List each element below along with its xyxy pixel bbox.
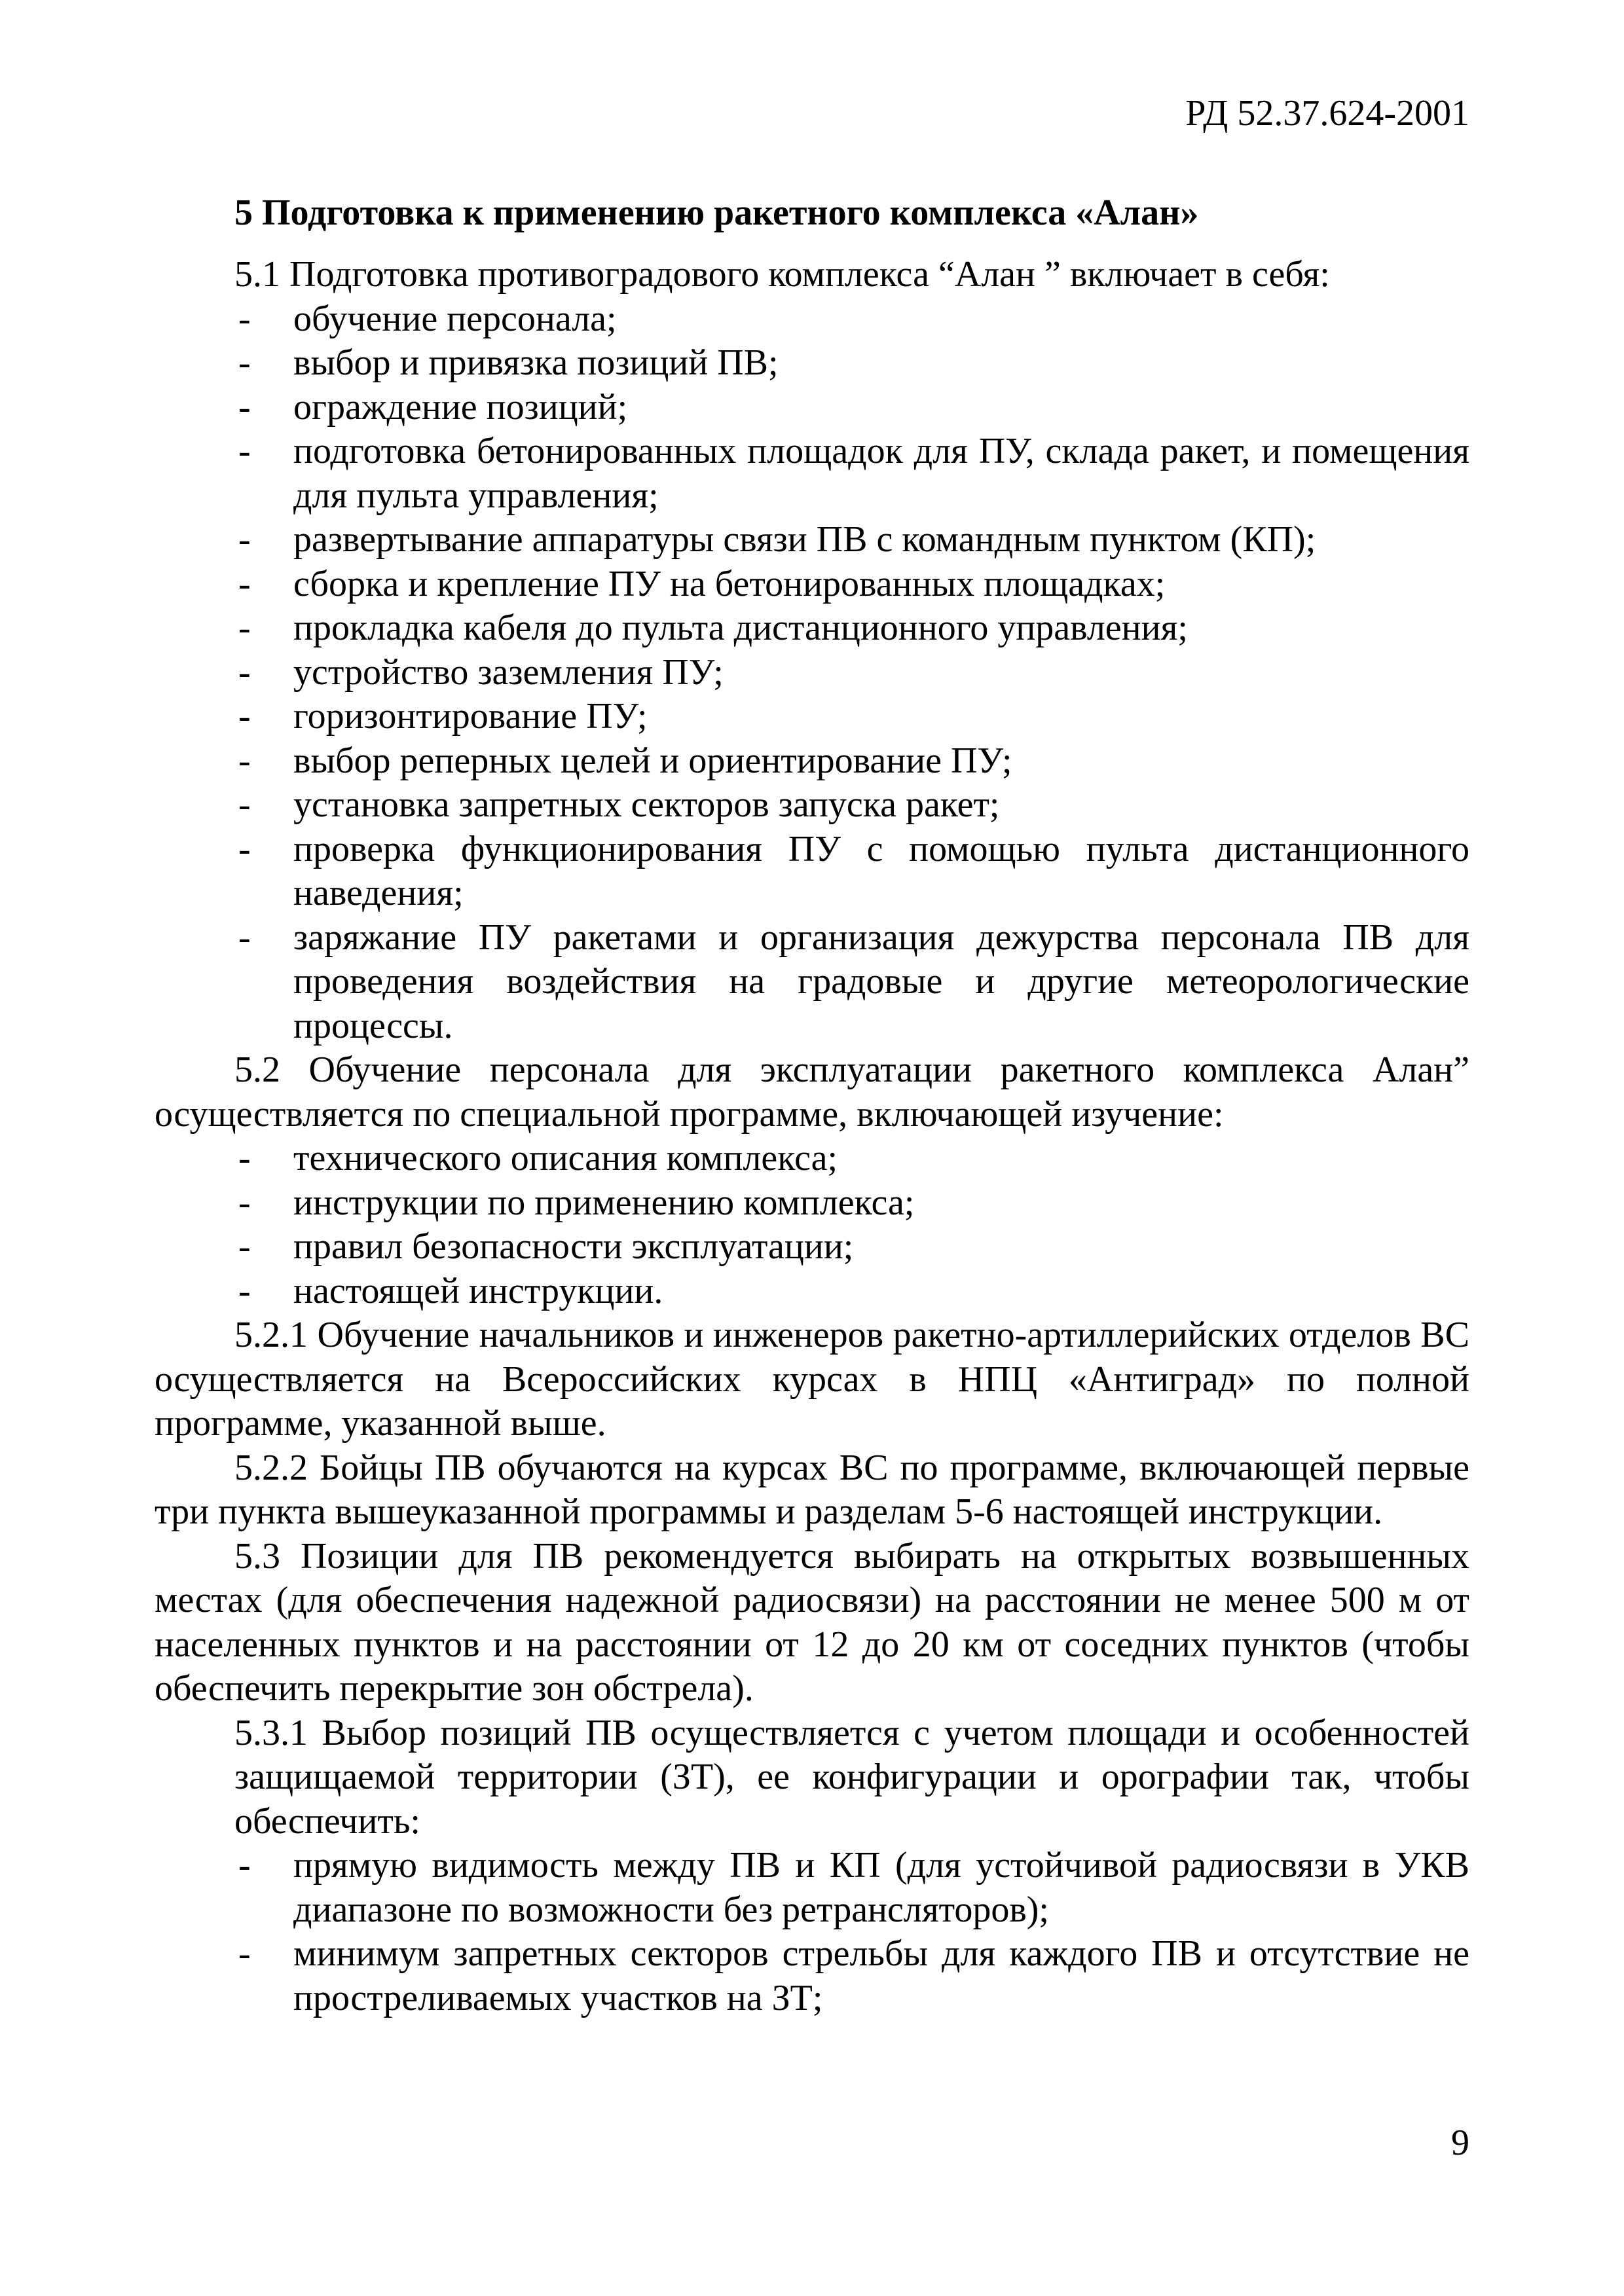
list-item [155,695,1469,739]
list-item [155,1225,1469,1269]
list-item-text: устройство заземления ПУ; [293,651,724,693]
list-item-text: прокладка кабеля до пульта дистанционного управления; [293,608,1188,648]
list-item [155,1181,1469,1226]
list-item [155,562,1469,607]
list-item-text: заряжание ПУ ракетами и организация дежурства персонала ПВ для проведения воздействия на градовые и другие метеорологические процессы. [293,917,1469,1046]
list-dash: - [238,298,251,339]
list-item-text: подготовка бетонированных площадок для ПУ, склада ракет, и помещения для пульта управления; [293,431,1469,516]
list-item-text: выбор реперных целей и ориентирование ПУ; [293,740,1012,781]
list-item [155,1844,1469,1932]
paragraph-5-2-1: 5.2.1 Обучение начальников и инженеров ракетно-артиллерийских отделов ВС осуществляется на Всероссийских курсах в НПЦ «Антиград» по полной программе, указанной выше. [155,1315,1469,1444]
list-dash: - [238,740,251,781]
list-item-text: развертывание аппаратуры связи ПВ с командным пунктом (КП); [293,519,1316,560]
list-dash: - [238,1933,251,1974]
document-code: РД 52.37.624-2001 [1185,93,1469,134]
list-item [155,739,1469,784]
paragraph-5-3: 5.3 Позиции для ПВ рекомендуется выбирать на открытых возвышенных местах (для обеспечения надежной радиосвязи) на расстоянии не менее 500 м от населенных пунктов и на расстоянии от 12 до 20 км от соседних пунктов (чтобы обеспечить перекрытие зон обстрела). [155,1535,1469,1709]
page-number: 9 [1451,2123,1469,2163]
list-item [155,651,1469,695]
list-dash: - [238,1270,251,1311]
list-item-text: правил безопасности эксплуатации; [293,1226,854,1267]
list-item [155,429,1469,518]
list-dash: - [238,1226,251,1267]
list-item [155,341,1469,386]
list-dash: - [238,784,251,825]
list-dash: - [238,563,251,604]
list-dash: - [238,917,251,958]
list-item [155,1137,1469,1181]
list-item-text: минимум запретных секторов стрельбы для каждого ПВ и отсутствие не простреливаемых участков на ЗТ; [293,1933,1469,2018]
list-item-text: горизонтирование ПУ; [293,696,648,737]
list-dash: - [238,519,251,560]
document-body [155,253,1469,2020]
list-item-text: сборка и крепление ПУ на бетонированных площадках; [293,563,1166,604]
list-item [155,1269,1469,1314]
paragraph-5-2-2: 5.2.2 Бойцы ПВ обучаются на курсах ВС по программе, включающей первые три пункта вышеуказанной программы и разделам 5-6 настоящей инструкции. [155,1447,1469,1532]
list-dash: - [238,431,251,471]
list-dash: - [238,696,251,737]
list-item-text: технического описания комплекса; [293,1138,838,1178]
list-dash: - [238,608,251,648]
list-item [155,916,1469,1049]
list-item [155,518,1469,562]
paragraph-5-2: 5.2 Обучение персонала для эксплуатации ракетного комплекса Алан” осуществляется по специальной программе, включающей изучение: [155,1049,1469,1135]
list-5-1 [155,297,1469,1049]
list-item-text: настоящей инструкции. [293,1270,663,1311]
list-item [155,386,1469,430]
section-title: 5 Подготовка к применению ракетного комплекса «Алан» [234,192,1199,233]
paragraph-5-3-1: 5.3.1 Выбор позиций ПВ осуществляется с учетом площади и особенностей защищаемой территории (ЗТ), ее конфигурации и орографии так, чтобы обеспечить: [234,1712,1469,1842]
list-dash: - [238,651,251,693]
list-item-text: обучение персонала; [293,298,617,339]
list-item-text: проверка функционирования ПУ с помощью пульта дистанционного наведения; [293,828,1469,913]
list-dash: - [238,1138,251,1178]
list-item-text: ограждение позиций; [293,386,628,428]
list-dash: - [238,386,251,428]
list-item-text: прямую видимость между ПВ и КП (для устойчивой радиосвязи в УКВ диапазоне по возможности без ретрансляторов); [293,1845,1469,1930]
list-dash: - [238,1845,251,1886]
list-item [155,297,1469,342]
list-dash: - [238,342,251,383]
list-dash: - [238,1182,251,1223]
list-5-2 [155,1137,1469,1313]
list-item [155,1932,1469,2020]
list-item-text: инструкции по применению комплекса; [293,1182,915,1223]
list-5-3-1 [155,1844,1469,2020]
list-item-text: установка запретных секторов запуска ракет; [293,784,1000,825]
list-item [155,783,1469,828]
list-dash: - [238,828,251,869]
paragraph-5-1: 5.1 Подготовка противоградового комплекса “Алан ” включает в себя: [234,254,1330,295]
list-item [155,606,1469,651]
list-item [155,828,1469,916]
list-item-text: выбор и привязка позиций ПВ; [293,342,779,383]
